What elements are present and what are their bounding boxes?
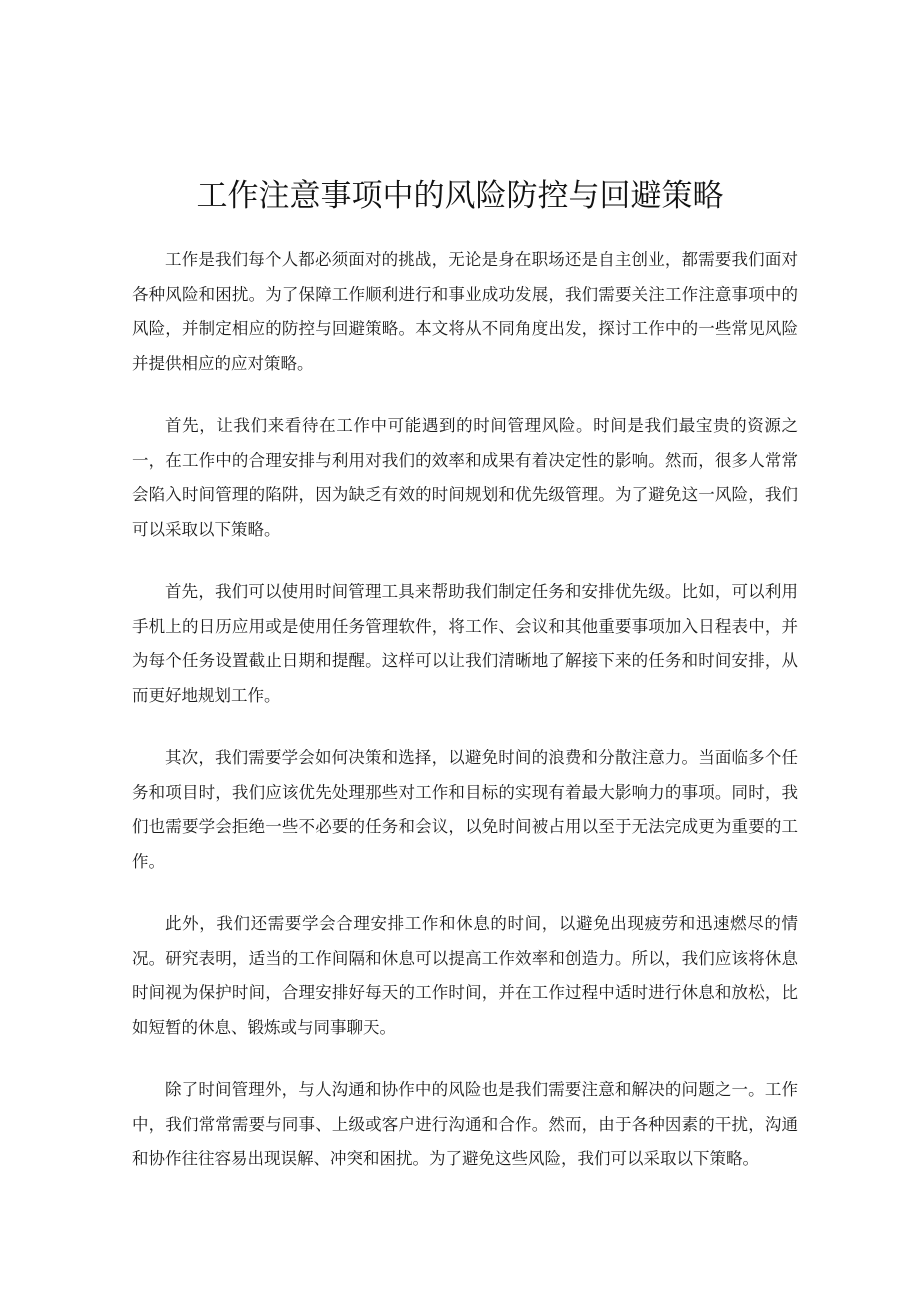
paragraph-2: 首先，让我们来看待在工作中可能遇到的时间管理风险。时间是我们最宝贵的资源之一，在工作中的合理安排与利用对我们的效率和成果有着决定性的影响。然而，很多人常常会陷入时间管理的陷阱，因为缺乏有效的时间规划和优先级管理。为了避免这一风险，我们可以采取以下策略。 [132,416,798,539]
paragraph-1: 工作是我们每个人都必须面对的挑战，无论是身在职场还是自主创业，都需要我们面对各种风险和困扰。为了保障工作顺利进行和事业成功发展，我们需要关注工作注意事项中的风险，并制定相应的防控与回避策略。本文将从不同角度出发，探讨工作中的一些常见风险并提供相应的应对策略。 [132,250,798,373]
document-title: 工作注意事项中的风险防控与回避策略 [196,178,724,214]
paragraph-3: 首先，我们可以使用时间管理工具来帮助我们制定任务和安排优先级。比如，可以利用手机上的日历应用或是使用任务管理软件，将工作、会议和其他重要事项加入日程表中，并为每个任务设置截止日期和提醒。这样可以让我们清晰地了解接下来的任务和时间安排，从而更好地规划工作。 [132,582,798,705]
document-body [132,243,798,1205]
paragraph-4: 其次，我们需要学会如何决策和选择，以避免时间的浪费和分散注意力。当面临多个任务和项目时，我们应该优先处理那些对工作和目标的实现有着最大影响力的事项。同时，我们也需要学会拒绝一些不必要的任务和会议，以免时间被占用以至于无法完成更为重要的工作。 [132,748,798,871]
paragraph-6: 除了时间管理外，与人沟通和协作中的风险也是我们需要注意和解决的问题之一。工作中，我们常常需要与同事、上级或客户进行沟通和合作。然而，由于各种因素的干扰，沟通和协作往往容易出现误解、冲突和困扰。为了避免这些风险，我们可以采取以下策略。 [132,1080,798,1168]
paragraph-5: 此外，我们还需要学会合理安排工作和休息的时间，以避免出现疲劳和迅速燃尽的情况。研究表明，适当的工作间隔和休息可以提高工作效率和创造力。所以，我们应该将休息时间视为保护时间，合理安排好每天的工作时间，并在工作过程中适时进行休息和放松，比如短暂的休息、锻炼或与同事聊天。 [132,914,798,1037]
